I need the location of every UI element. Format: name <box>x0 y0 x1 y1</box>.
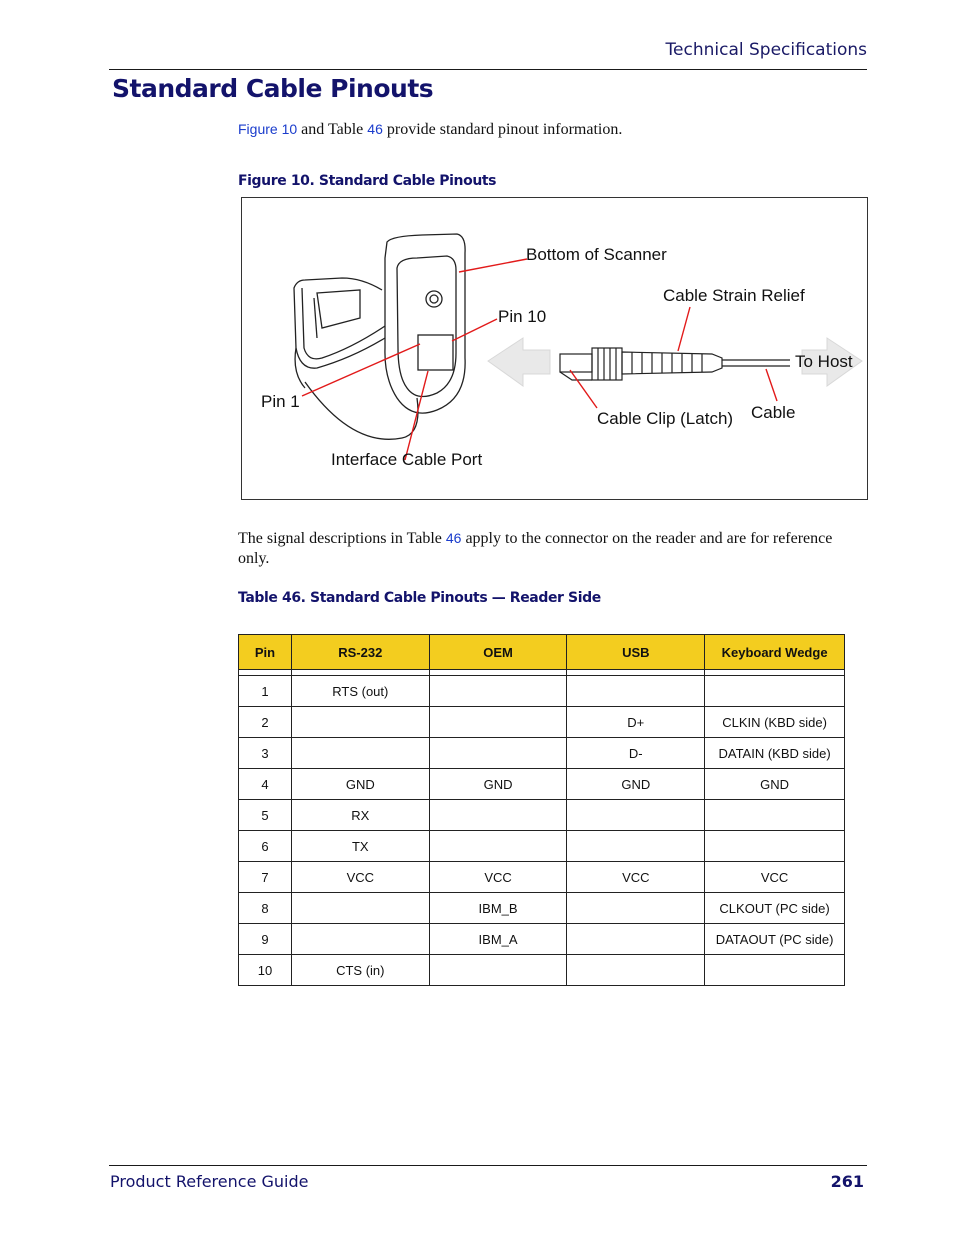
cell <box>291 738 429 769</box>
label-cable: Cable <box>751 403 796 422</box>
footer-rule <box>109 1165 867 1166</box>
page-number: 261 <box>830 1172 864 1191</box>
header-rs232: RS-232 <box>291 635 429 670</box>
header-pin: Pin <box>239 635 292 670</box>
cell <box>429 831 567 862</box>
cell: DATAOUT (PC side) <box>705 924 845 955</box>
cell: GND <box>705 769 845 800</box>
cell: RTS (out) <box>291 676 429 707</box>
table-row <box>239 707 845 738</box>
cell: IBM_B <box>429 893 567 924</box>
cell: CLKOUT (PC side) <box>705 893 845 924</box>
cell <box>567 955 705 986</box>
table-row <box>239 676 845 707</box>
cell: GND <box>429 769 567 800</box>
table-row <box>239 893 845 924</box>
cell: VCC <box>429 862 567 893</box>
para-text-before: The signal descriptions in Table <box>238 530 446 547</box>
cell <box>429 800 567 831</box>
left-arrow-icon <box>488 338 550 386</box>
cell <box>291 893 429 924</box>
para-text-after: apply to the connector on the reader and are for reference only. <box>238 530 833 567</box>
cell: RX <box>291 800 429 831</box>
cell <box>567 800 705 831</box>
table-header-row <box>239 635 845 670</box>
cell <box>567 893 705 924</box>
cell: 9 <box>239 924 292 955</box>
table-row <box>239 800 845 831</box>
table-row <box>239 924 845 955</box>
table-row <box>239 831 845 862</box>
table-row <box>239 738 845 769</box>
cell <box>429 738 567 769</box>
label-to-host: To Host <box>795 352 853 371</box>
cell: 1 <box>239 676 292 707</box>
cell: 10 <box>239 955 292 986</box>
cell: D- <box>567 738 705 769</box>
table-caption: Table 46. Standard Cable Pinouts — Reader Side <box>238 590 601 606</box>
cell <box>705 676 845 707</box>
cell <box>291 707 429 738</box>
cell: GND <box>567 769 705 800</box>
cell: CTS (in) <box>291 955 429 986</box>
table-row <box>239 862 845 893</box>
label-bottom-of-scanner: Bottom of Scanner <box>526 245 667 264</box>
header-oem: OEM <box>429 635 567 670</box>
cell: 4 <box>239 769 292 800</box>
label-pin-10: Pin 10 <box>498 307 547 326</box>
cell: GND <box>291 769 429 800</box>
cell <box>705 800 845 831</box>
figure-caption: Figure 10. Standard Cable Pinouts <box>238 173 497 189</box>
cell: 5 <box>239 800 292 831</box>
cell: TX <box>291 831 429 862</box>
header-usb: USB <box>567 635 705 670</box>
cell <box>705 831 845 862</box>
footer-guide-title: Product Reference Guide <box>110 1172 309 1191</box>
page-title: Standard Cable Pinouts <box>112 74 434 103</box>
cell <box>429 955 567 986</box>
cell <box>429 676 567 707</box>
running-header: Technical Specifications <box>665 40 867 60</box>
cell: VCC <box>705 862 845 893</box>
figure-box <box>241 197 868 500</box>
cell: DATAIN (KBD side) <box>705 738 845 769</box>
figure-10-link[interactable]: Figure 10 <box>238 121 298 137</box>
intro-text-middle: and Table <box>297 121 368 138</box>
cell: CLKIN (KBD side) <box>705 707 845 738</box>
cell <box>291 924 429 955</box>
pinout-table <box>238 634 845 986</box>
header-rule <box>109 69 867 70</box>
cell: 7 <box>239 862 292 893</box>
cell: D+ <box>567 707 705 738</box>
cell: 2 <box>239 707 292 738</box>
label-pin-1: Pin 1 <box>261 392 300 411</box>
cell <box>705 955 845 986</box>
cell <box>567 831 705 862</box>
label-cable-clip: Cable Clip (Latch) <box>597 409 734 428</box>
cell <box>429 707 567 738</box>
label-interface-cable-port: Interface Cable Port <box>331 450 483 469</box>
cell: 3 <box>239 738 292 769</box>
cell <box>567 924 705 955</box>
cell: 8 <box>239 893 292 924</box>
table-row <box>239 955 845 986</box>
cell: VCC <box>567 862 705 893</box>
cell: VCC <box>291 862 429 893</box>
cell <box>567 676 705 707</box>
intro-paragraph <box>238 121 622 139</box>
table-46-link-2[interactable]: 46 <box>445 530 462 546</box>
table-46-link[interactable]: 46 <box>367 121 383 137</box>
signal-description-paragraph <box>238 528 863 569</box>
label-cable-strain-relief: Cable Strain Relief <box>663 286 805 305</box>
cell: 6 <box>239 831 292 862</box>
header-keyboard-wedge: Keyboard Wedge <box>705 635 845 670</box>
cell: IBM_A <box>429 924 567 955</box>
intro-text-rest: provide standard pinout information. <box>382 121 623 138</box>
table-row <box>239 769 845 800</box>
